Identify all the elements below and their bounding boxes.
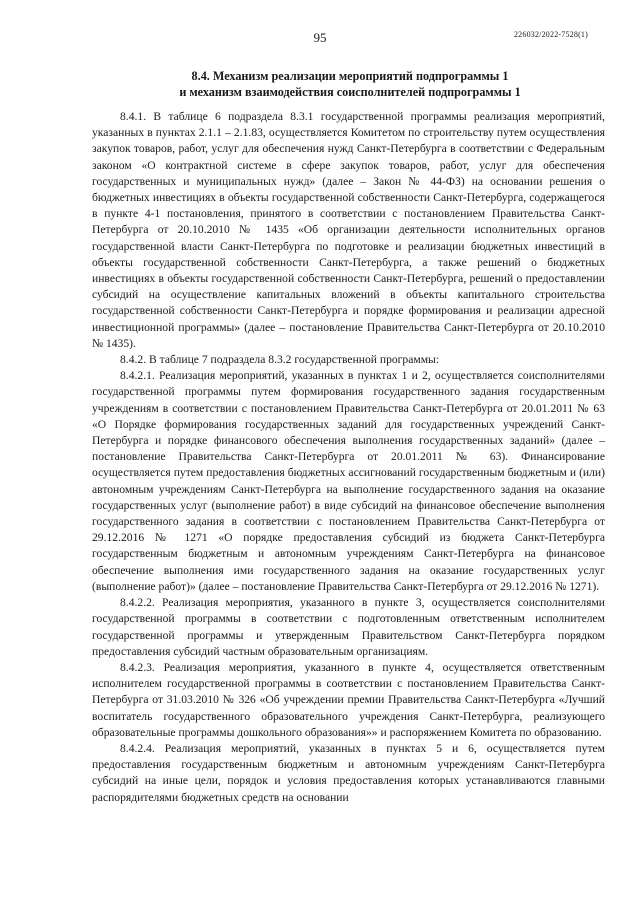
- section-heading-line-1: 8.4. Механизм реализации мероприятий подпрограммы 1: [191, 69, 509, 83]
- page-number: 95: [313, 30, 327, 45]
- paragraph-8-4-2-3: 8.4.2.3. Реализация мероприятия, указанного в пункте 4, осуществляется ответственным исполнителем государственной программы в соответствии с постановлением Правительства Санкт-Петербурга от 31.03.2010 № 326 «Об учреждении премии Правительства Санкт-Петербурга «Лучший воспитатель государственного образовательного учреждения Санкт-Петербурга, реализующего образовательные программы дошкольного образования»» и распоряжением Комитета по образованию.: [92, 660, 605, 739]
- section-heading-line-2: и механизм взаимодействия соисполнителей подпрограммы 1: [179, 85, 521, 99]
- section-heading: [92, 68, 608, 100]
- paragraph-8-4-2-1: 8.4.2.1. Реализация мероприятий, указанных в пунктах 1 и 2, осуществляется соисполнителями государственной программы путем формирования государственного задания государственным учреждениям в соответствии с постановлением Правительства Санкт-Петербурга от 20.01.2011 № 63 «О Порядке формирования государственных заданий для государственных учреждений Санкт-Петербурга и порядке финансового обеспечения выполнения государственных заданий» (далее – постановление Правительства Санкт-Петербурга от 20.01.2011 № 63). Финансирование осуществляется путем предоставления бюджетных ассигнований государственным бюджетным и (или) автономным учреждениям Санкт-Петербурга на выполнение государственного задания на оказание государственных услуг (выполнение работ) в виде субсидий на финансовое обеспечение выполнения государственного задания в соответствии с постановлением Правительства Санкт-Петербурга от 29.12.2016 № 1271 «О порядке предоставления субсидий из бюджета Санкт-Петербурга государственным бюджетным и автономным учреждениям Санкт-Петербурга на финансовое обеспечение выполнения ими государственного задания на оказание государственных услуг (выполнение работ)» (далее – постановление Правительства Санкт-Петербурга от 29.12.2016 № 1271).: [92, 369, 605, 593]
- document-registration-code: 226032/2022-7528(1): [513, 30, 588, 39]
- paragraph-8-4-2-4: 8.4.2.4. Реализация мероприятий, указанных в пунктах 5 и 6, осуществляется путем предоставления государственным бюджетным и автономным учреждениям Санкт-Петербурга субсидий на иные цели, порядок и условия предоставления которых устанавливаются главными распорядителями бюджетных средств на основании: [92, 741, 605, 804]
- paragraph-8-4-1: 8.4.1. В таблице 6 подраздела 8.3.1 государственной программы реализация мероприятий, указанных в пунктах 2.1.1 – 2.1.83, осуществляется Комитетом по строительству путем осуществления закупок товаров, работ, услуг для обеспечения нужд Санкт-Петербурга в соответствии с Федеральным законом «О контрактной системе в сфере закупок товаров, работ, услуг для обеспечения государственных и муниципальных нужд» (далее – Закон № 44-ФЗ) на основании решения о бюджетных инвестициях в объекты государственной собственности Санкт-Петербурга, содержащегося в пункте 4-1 постановления, принятого в соответствии с постановлением Правительства Санкт-Петербурга от 20.10.2010 № 1435 «Об организации деятельности исполнительных органов государственной власти Санкт-Петербурга по подготовке и реализации бюджетных инвестиций в объекты государственной собственности Санкт-Петербурга, а также решений о бюджетных инвестициях в объекты государственной собственности Санкт-Петербурга, решений о предоставлении субсидий на осуществление капитальных вложений в объекты капитального строительства государственной собственности Санкт-Петербурга и порядке формирования и реализации адресной инвестиционной программы» (далее – постановление Правительства Санкт-Петербурга от 20.10.2010 № 1435).: [92, 110, 605, 350]
- paragraph-8-4-2-2: 8.4.2.2. Реализация мероприятия, указанного в пункте 3, осуществляется соисполнителями государственной программы в соответствии с подготовленным ответственным исполнителем государственной программы и утвержденным Правительством Санкт-Петербурга порядком предоставления субсидий частным образовательным организациям.: [92, 596, 605, 658]
- body-text: [92, 109, 605, 806]
- paragraph-8-4-2: 8.4.2. В таблице 7 подраздела 8.3.2 государственной программы:: [120, 353, 440, 367]
